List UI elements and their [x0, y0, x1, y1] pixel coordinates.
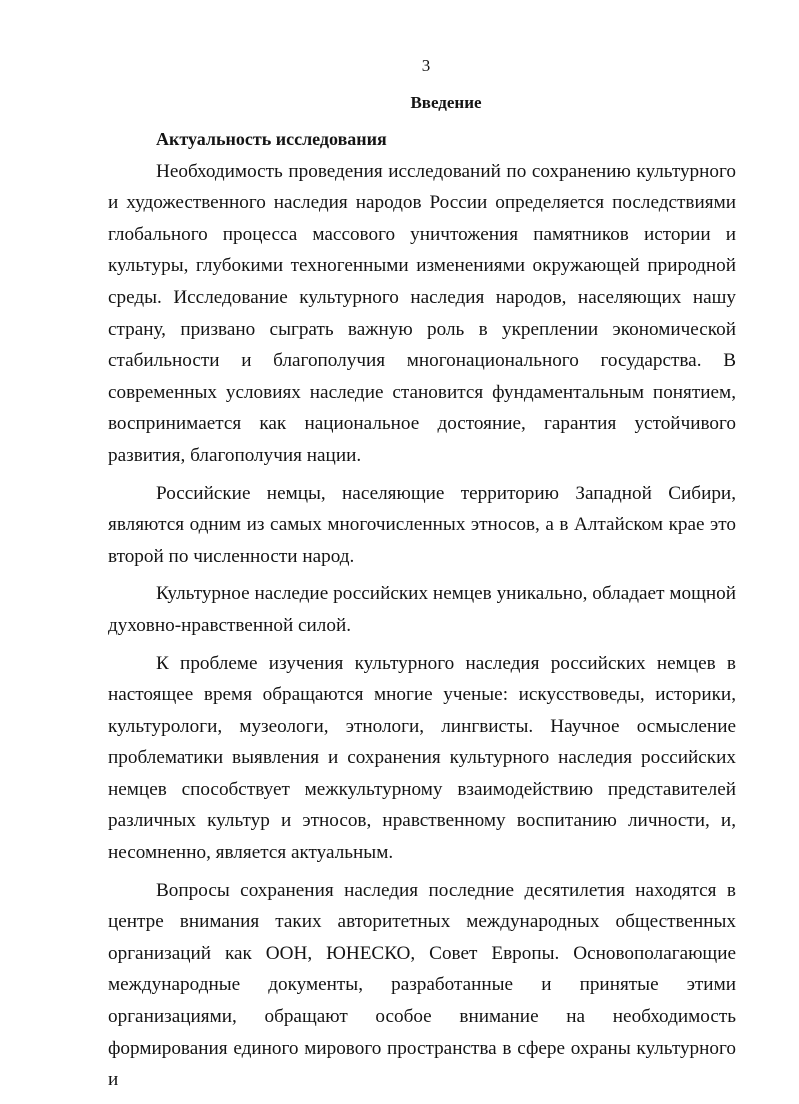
paragraph-4: К проблеме изучения культурного наследия российских немцев в настоящее время обращаются многие ученые: искусствоведы, историки, культурологи, музеологи, этнологи, лингвисты. Научное осмысление проблематики выявления и сохранения культурного наследия российских немцев способствует межкультурному взаимодействию представителей различных культур и этносов, нравственному воспитанию личности, и, несомненно, является актуальным.	[108, 652, 736, 864]
body-text	[108, 124, 736, 1096]
paragraph-1: Необходимость проведения исследований по сохранению культурного и художественного наследия народов России определяется последствиями глобального процесса массового уничтожения памятников истории и культуры, глубокими техногенными изменениями окружающей природной среды. Исследование культурного наследия народов, населяющих нашу страну, призвано сыграть важную роль в укреплении экономической стабильности и благополучия многонационального государства. В современных условиях наследие становится фундаментальным понятием, воспринимается как национальное достояние, гарантия устойчивого развития, благополучия нации.	[108, 160, 736, 466]
subsection-title: Актуальность исследования	[156, 129, 387, 149]
page-number: 3	[421, 56, 431, 75]
section-title: Введение	[410, 93, 482, 112]
paragraph-5: Вопросы сохранения наследия последние десятилетия находятся в центре внимания таких авторитетных международных общественных организаций как ООН, ЮНЕСКО, Совет Европы. Основополагающие международные документы, разработанные и принятые этими организациями, обращают особое внимание на необходимость формирования единого мирового пространства в сфере охраны культурного и	[108, 879, 736, 1091]
paragraph-2: Российские немцы, населяющие территорию Западной Сибири, являются одним из самых многочисленных этносов, а в Алтайском крае это второй по численности народ.	[108, 482, 736, 567]
paragraph-3: Культурное наследие российских немцев уникально, обладает мощной духовно-нравственной силой.	[108, 583, 736, 636]
